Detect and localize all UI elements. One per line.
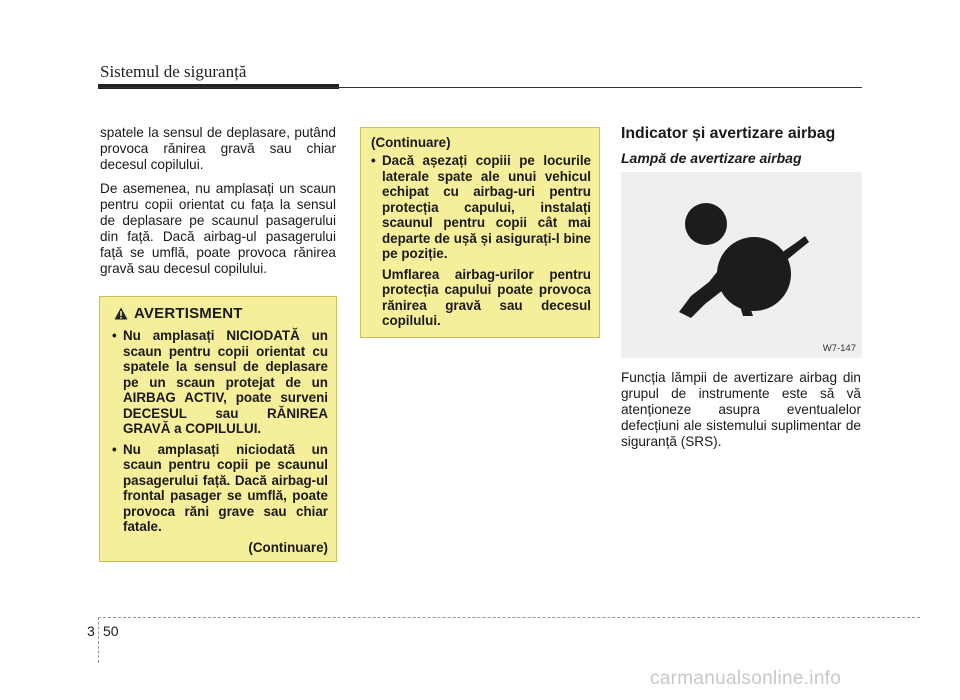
paragraph: De asemenea, nu amplasați un scaun pentru copii orientat cu fața la sensul de deplasare pe scaunul pasagerului din față. Dacă airbag-ul pasagerului față se umflă, poate provoca rănirea gravă sau decesul copilului. (100, 181, 336, 276)
chapter-number: 3 (87, 623, 95, 639)
warning-box (99, 296, 337, 562)
section-subheading: Lampă de avertizare airbag (621, 150, 802, 166)
warning-title: AVERTISMENT (134, 305, 243, 322)
continued-label: (Continuare) (248, 539, 328, 555)
page-number: 50 (103, 623, 119, 639)
warning-triangle-icon (114, 307, 128, 320)
figure-code: W7-147 (822, 343, 856, 354)
warning-header (114, 305, 328, 322)
continuation-list (369, 153, 591, 262)
column-right-bottom (621, 370, 861, 458)
paragraph: spatele la sensul de deplasare, putând provoca rănirea gravă sau chiar decesul copilului. (100, 125, 336, 172)
airbag-warning-icon (621, 172, 862, 358)
list-item: • Dacă așezați copiii pe locurile laterale spate ale unui vehicul echipat cu airbag-uri pentru protecția capului, instalați scaunul pentru copii cât mai departe de ușă și asigurați-l bine pe poziție. (369, 153, 591, 262)
watermark: carmanualsonline.info (650, 668, 842, 689)
section-body: Funcția lămpii de avertizare airbag din grupul de instrumente este să vă atenționeze asupra eventualelor defecțiuni ale sistemului suplimentar de siguranță (SRS). (621, 370, 861, 449)
column-right-top (621, 125, 861, 176)
footer-rule (98, 617, 920, 618)
list-item: • Nu amplasați niciodată un scaun pentru copii pe scaunul pasagerului față. Dacă airbag-ul frontal pasager se umflă, poate provoca răni grave sau chiar fatale. (110, 442, 328, 535)
section-heading: Indicator și avertizare airbag (621, 125, 836, 142)
continuation-box (360, 127, 600, 338)
column-left (100, 125, 336, 285)
list-item: • Nu amplasați NICIODATĂ un scaun pentru copii orientat cu spatele la sensul de deplasare pe un scaun protejat de un AIRBAG ACTIV, poate surveni DECESUL sau RĂNIREA GRAVĂ a COPILULUI. (110, 328, 328, 437)
header-title: Sistemul de siguranță (100, 62, 247, 81)
warning-list (110, 328, 328, 535)
airbag-figure (621, 172, 862, 358)
footer-rule-vertical (98, 617, 99, 663)
continuation-label: (Continuare) (371, 135, 451, 150)
header-rule-thin (98, 87, 862, 88)
continuation-extra: Umflarea airbag-urilor pentru protecția capului poate provoca rănirea gravă sau decesul copilului. (382, 266, 591, 328)
